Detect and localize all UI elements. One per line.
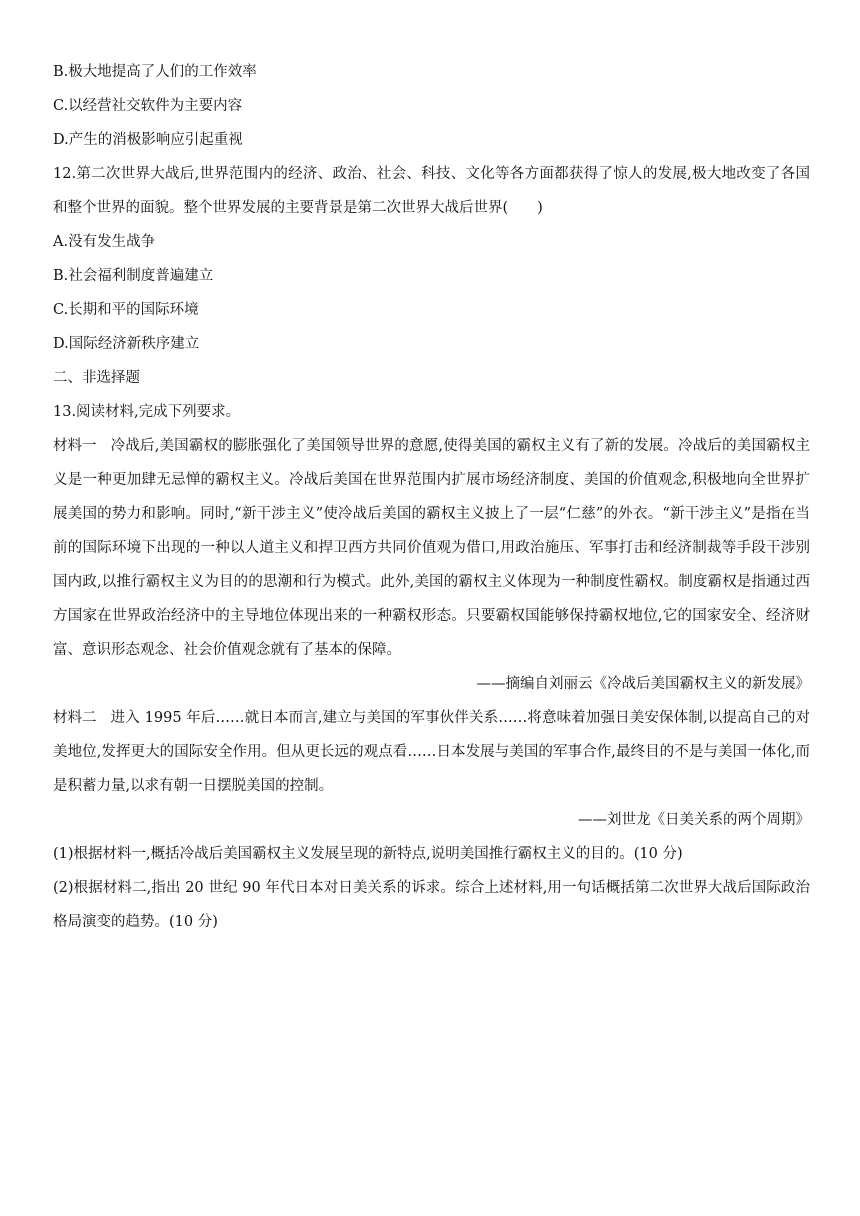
q13-stem: 13.阅读材料,完成下列要求。 bbox=[53, 404, 241, 420]
q13-sub-question-1: (1)根据材料一,概括冷战后美国霸权主义发展呈现的新特点,说明美国推行霸权主义的目的。(10 分) bbox=[53, 846, 683, 862]
material-1-text: 冷战后,美国霸权的膨胀强化了美国领导世界的意愿,使得美国的霸权主义有了新的发展。冷战后的美国霸权主义是一种更加肆无忌惮的霸权主义。冷战后美国在世界范围内扩展市场经济制度、美国的价值观念,积极地向全世界扩展美国的势力和影响。同时,“新干涉主义”使冷战后美国的霸权主义披上了一层“仁慈”的外衣。“新干涉主义”是指在当前的国际环境下出现的一种以人道主义和捍卫西方共同价值观为借口,用政治施压、军事打击和经济制裁等手段干涉别国内政,以推行霸权主义为目的的思潮和行为模式。此外,美国的霸权主义体现为一种制度性霸权。制度霸权是指通过西方国家在世界政治经济中的主导地位体现出来的一种霸权形态。只要霸权国能够保持霸权地位,它的国家安全、经济财富、意识形态观念、社会价值观念就有了基本的保障。 bbox=[53, 438, 810, 658]
q13-sub-question-2: (2)根据材料二,指出 20 世纪 90 年代日本对日美关系的诉求。综合上述材料,用一句话概括第二次世界大战后国际政治格局演变的趋势。(10 分) bbox=[53, 880, 810, 930]
material-1-source: ——摘编自刘丽云《冷战后美国霸权主义的新发展》 bbox=[476, 676, 810, 692]
q12-option-c: C.长期和平的国际环境 bbox=[53, 302, 199, 318]
q11-option-b: B.极大地提高了人们的工作效率 bbox=[53, 64, 257, 80]
material-2-text: 进入 1995 年后……就日本而言,建立与美国的军事伙伴关系……将意味着加强日美安保体制,以提高自己的对美地位,发挥更大的国际安全作用。但从更长远的观点看……日本发展与美国的军事合作,最终目的不是与美国一体化,而是积蓄力量,以求有朝一日摆脱美国的控制。 bbox=[53, 710, 810, 794]
material-1 bbox=[53, 429, 810, 667]
q12-option-d: D.国际经济新秩序建立 bbox=[53, 336, 200, 352]
material-2 bbox=[53, 701, 810, 803]
material-2-label: 材料二 bbox=[53, 710, 97, 726]
section-heading: 二、非选择题 bbox=[53, 370, 140, 386]
q11-option-d: D.产生的消极影响应引起重视 bbox=[53, 132, 243, 148]
q12-option-b: B.社会福利制度普遍建立 bbox=[53, 268, 214, 284]
q12-stem: 12.第二次世界大战后,世界范围内的经济、政治、社会、科技、文化等各方面都获得了惊人的发展,极大地改变了各国和整个世界的面貌。整个世界发展的主要背景是第二次世界大战后世界( ) bbox=[53, 166, 810, 216]
material-1-label: 材料一 bbox=[53, 438, 97, 454]
q11-option-c: C.以经营社交软件为主要内容 bbox=[53, 98, 243, 114]
material-2-source: ——刘世龙《日美关系的两个周期》 bbox=[578, 812, 810, 828]
q12-option-a: A.没有发生战争 bbox=[53, 234, 156, 250]
